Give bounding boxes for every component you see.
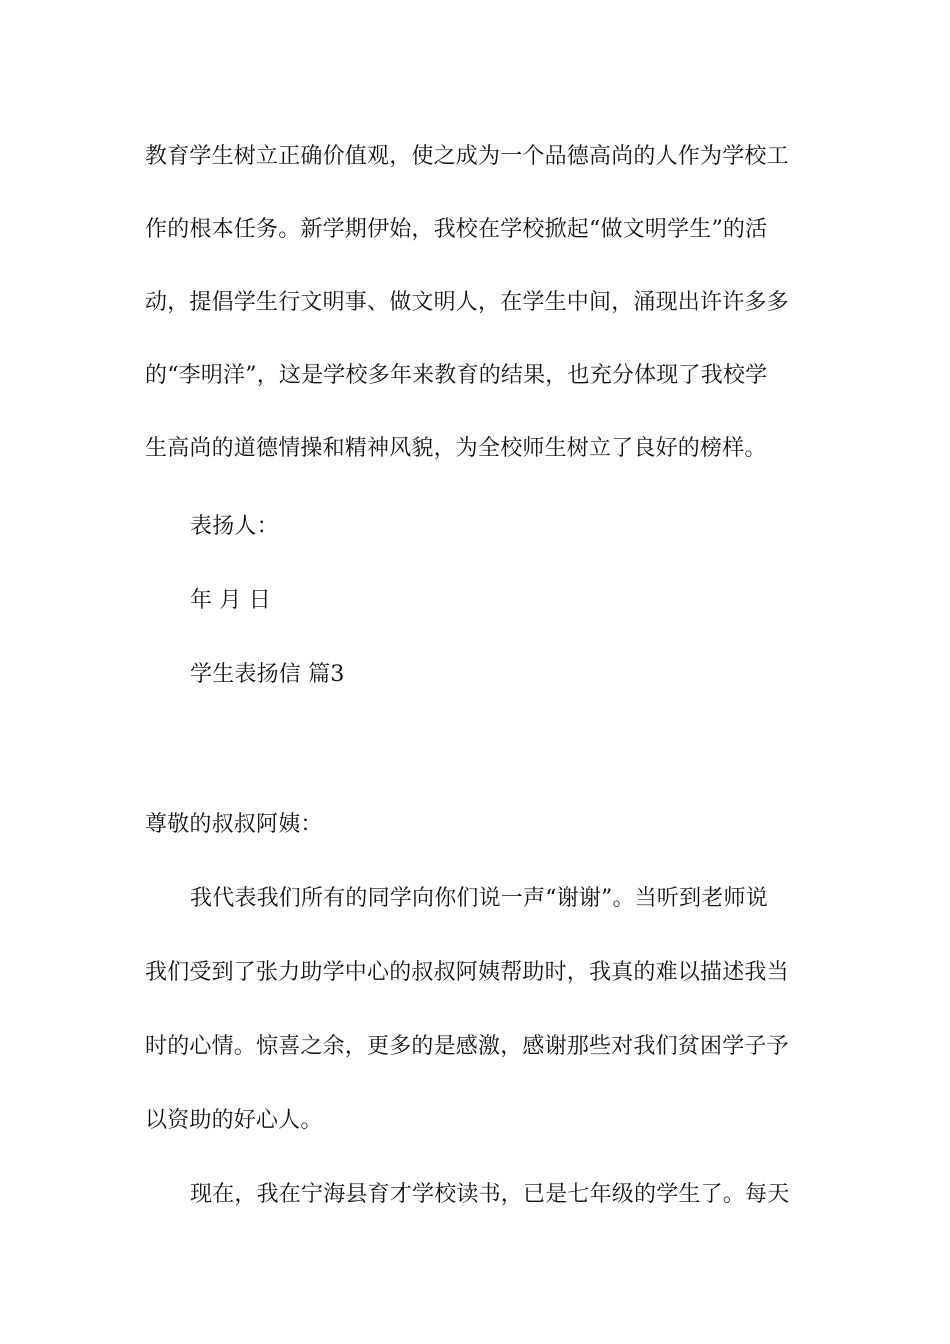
- paragraph-line: 以资助的好心人。: [145, 1108, 323, 1133]
- paragraph-line: 作的根本任务。新学期伊始，我校在学校掀起“做文明学生”的活: [145, 217, 768, 242]
- praiser-label: 表扬人：: [190, 514, 279, 539]
- paragraph-line: 我们受到了张力助学中心的叔叔阿姨帮助时，我真的难以描述我当: [145, 960, 789, 985]
- paragraph-line: 生高尚的道德情操和精神风貌，为全校师生树立了良好的榜样。: [145, 436, 767, 461]
- date-line: 年 月 日: [190, 588, 271, 613]
- section-title: 学生表扬信 篇3: [190, 662, 345, 687]
- paragraph-line: 动，提倡学生行文明事、做文明人，在学生中间，涌现出许许多多: [145, 290, 789, 315]
- paragraph-line: 现在，我在宁海县育才学校读书，已是七年级的学生了。每天: [190, 1182, 790, 1207]
- salutation: 尊敬的叔叔阿姨：: [145, 812, 323, 837]
- paragraph-line: 的“李明洋”，这是学校多年来教育的结果，也充分体现了我校学: [145, 363, 768, 388]
- paragraph-line: 我代表我们所有的同学向你们说一声“谢谢”。当听到老师说: [190, 886, 768, 911]
- paragraph-line: 教育学生树立正确价值观，使之成为一个品德高尚的人作为学校工: [145, 144, 789, 169]
- paragraph-line: 时的心情。惊喜之余，更多的是感激，感谢那些对我们贫困学子予: [145, 1034, 789, 1059]
